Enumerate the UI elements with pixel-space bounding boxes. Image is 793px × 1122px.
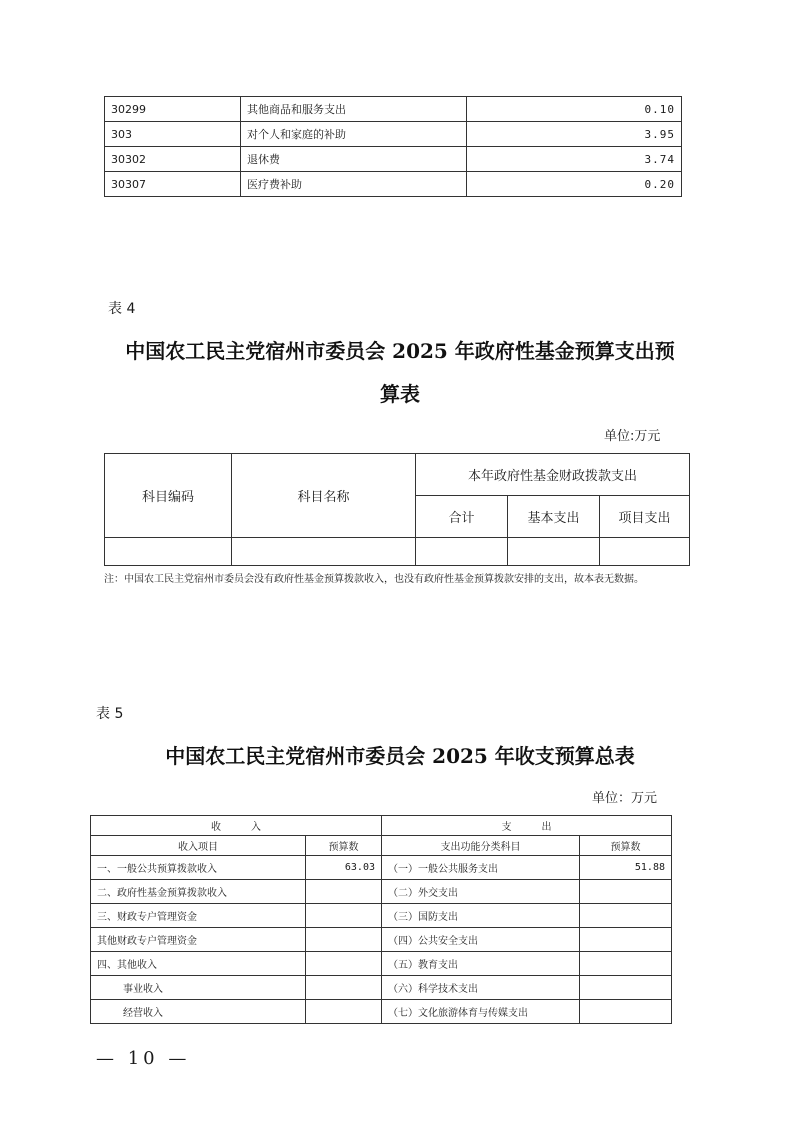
income-item: 事业收入 [91,976,306,1000]
header-subject-code: 科目编码 [105,454,232,538]
expense-item: （六）科学技术支出 [382,976,580,1000]
table-row [105,147,682,172]
income-amount [306,904,382,928]
income-item: 经营收入 [91,1000,306,1024]
amount: 0.20 [467,172,682,197]
expense-amount [580,880,672,904]
table4-title-line2: 算表 [380,382,420,406]
table5-title: 中国农工民主党宿州市委员会 2025 年收支预算总表 [165,744,635,768]
income-amount [306,952,382,976]
expense-amount: 51.88 [580,856,672,880]
header-income-item: 收入项目 [91,836,306,856]
table-row [91,856,672,880]
expense-item: （三）国防支出 [382,904,580,928]
amount: 3.95 [467,122,682,147]
income-amount [306,928,382,952]
table-row [105,97,682,122]
table-row [91,904,672,928]
table-row [91,1000,672,1024]
expense-amount [580,904,672,928]
expense-item: （二）外交支出 [382,880,580,904]
table-row [105,122,682,147]
header-income: 收 入 [91,816,382,836]
expense-item: （五）教育支出 [382,952,580,976]
table5-label: 表 5 [96,706,124,722]
page-number: — 10 — [96,1048,191,1069]
header-fund-expenditure: 本年政府性基金财政拨款支出 [416,454,690,496]
table4 [104,453,690,566]
table-row [91,880,672,904]
table-row [91,928,672,952]
income-amount [306,880,382,904]
table4-note: 注：中国农工民主党宿州市委员会没有政府性基金预算拨款收入，也没有政府性基金预算拨款安排的支出，故本表无数据。 [104,574,644,585]
income-item: 其他财政专户管理资金 [91,928,306,952]
table-row [91,952,672,976]
subject-code: 30302 [105,147,241,172]
income-item: 三、财政专户管理资金 [91,904,306,928]
expense-item: （一）一般公共服务支出 [382,856,580,880]
table5 [90,815,672,1024]
income-amount: 63.03 [306,856,382,880]
expense-item: （七）文化旅游体育与传媒支出 [382,1000,580,1024]
expense-amount [580,952,672,976]
income-item: 一、一般公共预算拨款收入 [91,856,306,880]
header-subject-name: 科目名称 [232,454,416,538]
header-expense: 支 出 [382,816,672,836]
header-expense-item: 支出功能分类科目 [382,836,580,856]
table5-unit: 单位：万元 [592,791,658,806]
table4-title-line1: 中国农工民主党宿州市委员会 2025 年政府性基金预算支出预 [125,339,675,363]
income-item: 二、政府性基金预算拨款收入 [91,880,306,904]
expense-amount [580,976,672,1000]
amount: 0.10 [467,97,682,122]
expense-amount [580,928,672,952]
header-basic: 基本支出 [508,496,600,538]
subject-name: 退休费 [241,147,467,172]
subject-name: 对个人和家庭的补助 [241,122,467,147]
table4-unit: 单位:万元 [604,429,661,444]
income-amount [306,976,382,1000]
income-amount [306,1000,382,1024]
header-total: 合计 [416,496,508,538]
table3-continuation [104,96,682,197]
subject-code: 30307 [105,172,241,197]
table-row [105,172,682,197]
income-item: 四、其他收入 [91,952,306,976]
expense-amount [580,1000,672,1024]
header-income-budget: 预算数 [306,836,382,856]
expense-item: （四）公共安全支出 [382,928,580,952]
subject-name: 其他商品和服务支出 [241,97,467,122]
subject-name: 医疗费补助 [241,172,467,197]
table4-label: 表 4 [108,301,136,317]
amount: 3.74 [467,147,682,172]
table-row [105,538,690,566]
header-expense-budget: 预算数 [580,836,672,856]
header-project: 项目支出 [600,496,690,538]
subject-code: 30299 [105,97,241,122]
table-row [91,976,672,1000]
subject-code: 303 [105,122,241,147]
